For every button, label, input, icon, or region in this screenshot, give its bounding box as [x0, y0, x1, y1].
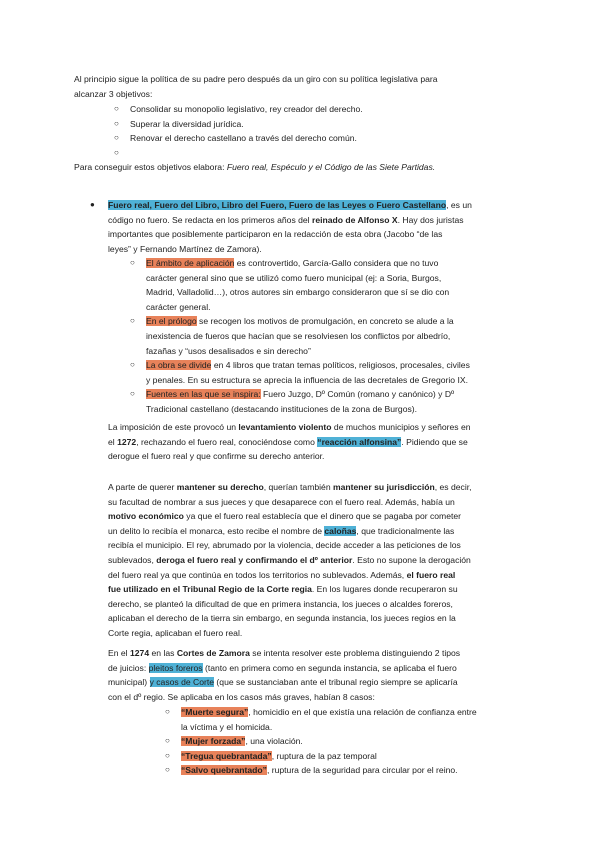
circle-bullet-icon: ○ [165, 765, 170, 775]
item-text: Fuero Juzgo, Dº Común (romano y canónico) y Dº [260, 389, 455, 400]
text: recibía el municipio. El rey, abrumado por la violencia, decide acceder a las peticiones de los [108, 540, 461, 551]
plan-paragraph [74, 160, 534, 175]
plan-works: Fuero real, Espéculo y el Código de las Siete Partidas. [226, 162, 436, 172]
paragraph-cortes-zamora [108, 646, 548, 704]
text: sublevados, [108, 554, 157, 565]
bold-text: levantamiento violento [238, 422, 332, 432]
text: ya que el fuero real establecía que el dinero que se pagaba por cometer [183, 511, 462, 522]
intro-line: alcanzar 3 objetivos: [74, 88, 153, 99]
fuero-text: código no fuero. Se redacta en los primeros años del [108, 214, 312, 225]
list-item [130, 314, 546, 358]
item-highlight: La obra se divide [146, 360, 212, 371]
case-highlight: “Tregua quebrantada” [181, 750, 272, 761]
text: derogue el fuero real y que confirme su derecho anterior. [108, 451, 325, 462]
circle-bullet-icon: ○ [165, 707, 170, 716]
bold-text: 1274 [129, 648, 150, 658]
text: Corte regia, aplicaban el fuero real. [108, 627, 243, 638]
fuero-text: . Hay dos juristas [397, 214, 464, 225]
list-item [130, 387, 546, 416]
list-item [165, 734, 541, 749]
text: . En los lugares donde recuperaron su [311, 584, 458, 595]
list-item [114, 117, 530, 132]
highlight-text: y casos de Corte [149, 677, 215, 688]
list-item-empty [114, 146, 530, 161]
case-text: , homicidio en el que existía una relación de confianza entre [248, 707, 477, 717]
list-item [114, 102, 530, 117]
plan-prefix: Para conseguir estos objetivos elabora: [74, 162, 227, 172]
case-text: la víctima y el homicida. [181, 721, 273, 732]
circle-bullet-icon: ○ [114, 147, 119, 157]
text: de muchos municipios y señores en [331, 422, 471, 432]
text: del fuero real ya que continúa en todos los territorios no sublevados. Además, [108, 569, 407, 580]
text: un delito lo recibía el monarca, esto recibe el nombre de [108, 525, 325, 536]
circle-bullet-icon: ○ [114, 133, 119, 143]
item-text: inexistencia de fueros que hacían que se resolviesen los conflictos por albedrío, [146, 330, 451, 341]
text: , rechazando el fuero real, conociéndose como [136, 436, 318, 447]
bold-text: fue utilizado en el Tribunal Regio de la Corte regia [108, 584, 312, 595]
paragraph-jurisdiccion [108, 480, 548, 641]
circle-bullet-icon: ○ [165, 736, 170, 746]
text: derecho, se planteó la dificultad de que en primera instancia, los jueces o alcaldes foreros, [108, 598, 453, 609]
text: se intenta resolver este problema distinguiendo 2 tipos [249, 648, 461, 658]
intro-paragraph [74, 72, 534, 101]
fuero-text: leyes” y Fernando Martínez de Zamora). [108, 243, 262, 254]
case-text: , ruptura de la paz temporal [271, 750, 377, 761]
fuero-text: , es un [446, 200, 472, 210]
list-item [130, 256, 546, 314]
item-text: y penales. En su estructura se aprecia la influencia de las decretales de Gregorio IX. [146, 374, 468, 385]
list-item [165, 749, 541, 764]
fuero-real-section [90, 198, 538, 256]
text: La imposición de este provocó un [108, 422, 239, 432]
highlight-text: caloñas [324, 525, 357, 536]
text: municipal) [108, 677, 150, 688]
text: con el dº regio. Se aplicaba en los casos más graves, habían 8 casos: [108, 691, 375, 702]
circle-bullet-icon: ○ [165, 750, 170, 760]
fuero-bold: reinado de Alfonso X [311, 214, 398, 225]
item-text: carácter general. [146, 301, 211, 312]
fuero-subitems [130, 256, 546, 417]
text: , es decir, [434, 482, 472, 492]
bold-text: el fuero real [406, 569, 456, 580]
bold-text: Cortes de Zamora [176, 648, 250, 658]
bold-text: deroga el fuero real y confirmando el dº anterior [156, 554, 353, 565]
list-item [114, 131, 530, 146]
case-highlight: “Salvo quebrantado” [181, 765, 267, 776]
item-text: en 4 libros que tratan temas políticos, religiosos, procesales, civiles [211, 360, 470, 371]
list-item [165, 705, 541, 734]
item-text: se recogen los motivos de promulgación, en concreto se alude a la [196, 316, 454, 327]
objective-text: Consolidar su monopolio legislativo, rey creador del derecho. [130, 104, 363, 114]
bold-text: 1272 [117, 436, 137, 447]
fuero-text: importantes que posiblemente participaron en la redacción de esta obra (Jacobo “de las [108, 229, 443, 240]
text: el [108, 436, 118, 447]
item-text: es controvertido, García-Gallo considera que no tuvo [234, 258, 439, 268]
bold-text: mantener su jurisdicción [333, 482, 435, 492]
objective-text: Renovar el derecho castellano a través del derecho común. [130, 133, 357, 144]
item-text: Madrid, Valladolid…), otros autores sin embargo consideraron que sí se dio con [146, 287, 450, 298]
circle-bullet-icon: ○ [114, 104, 119, 113]
text: de juicios: [108, 662, 149, 673]
list-item [165, 763, 541, 778]
circle-bullet-icon: ○ [130, 360, 135, 370]
case-text: , una violación. [245, 736, 303, 747]
circle-bullet-icon: ○ [130, 389, 135, 399]
cases-list [165, 705, 541, 778]
text: , querían también [263, 482, 333, 492]
text: su facultad de nombrar a sus jueces y que desaparece con el fuero real. Además, había un [108, 496, 455, 507]
text: . Esto no supone la derogación [352, 554, 471, 565]
text: En el [108, 648, 130, 658]
item-text: fazañas y “usos desalisados e sin derecho” [146, 345, 311, 356]
paragraph-reaccion [108, 420, 548, 464]
intro-line: Al principio sigue la política de su padre pero después da un giro con su política legislativa para [74, 74, 438, 84]
highlight-text: pleitos foreros [148, 662, 203, 673]
case-highlight: “Mujer forzada” [181, 736, 246, 747]
item-text: carácter general sino que se utilizó como fuero municipal (ej: a Soria, Burgos, [146, 272, 442, 283]
circle-bullet-icon: ○ [114, 118, 119, 128]
text: . Pidiendo que se [401, 436, 468, 447]
text: , que tradicionalmente las [356, 525, 455, 536]
item-text: Tradicional castellano (destacando instituciones de la zona de Burgos). [146, 403, 418, 414]
text: (tanto en primera como en segunda instancia, se aplicaba el fuero [202, 662, 457, 673]
fuero-title: Fuero real, Fuero del Libro, Libro del Fuero, Fuero de las Leyes o Fuero Castellano [108, 200, 447, 210]
case-highlight: “Muerte segura” [181, 707, 249, 717]
case-text: , ruptura de la seguridad para circular por el reino. [266, 765, 458, 776]
objective-text: Superar la diversidad jurídica. [130, 118, 244, 129]
objectives-list [114, 102, 530, 160]
text: (que se sustanciaban ante el tribunal regio siempre se aplicaría [214, 677, 458, 688]
text: aplicaban el derecho de la tierra sin embargo, en segunda instancia, los jueces regios en la [108, 613, 456, 624]
text: A parte de querer [108, 482, 177, 492]
circle-bullet-icon: ○ [130, 258, 135, 267]
disc-bullet-icon: ● [90, 200, 95, 209]
bold-text: motivo económico [108, 511, 184, 522]
circle-bullet-icon: ○ [130, 316, 135, 326]
list-item [130, 358, 546, 387]
item-highlight: En el prólogo [146, 316, 197, 327]
highlight-text: “reacción alfonsina” [317, 436, 402, 447]
text: en las [149, 648, 177, 658]
item-highlight: Fuentes en las que se inspira: [146, 389, 261, 400]
item-highlight: El ámbito de aplicación [146, 258, 235, 268]
bold-text: mantener su derecho [176, 482, 264, 492]
